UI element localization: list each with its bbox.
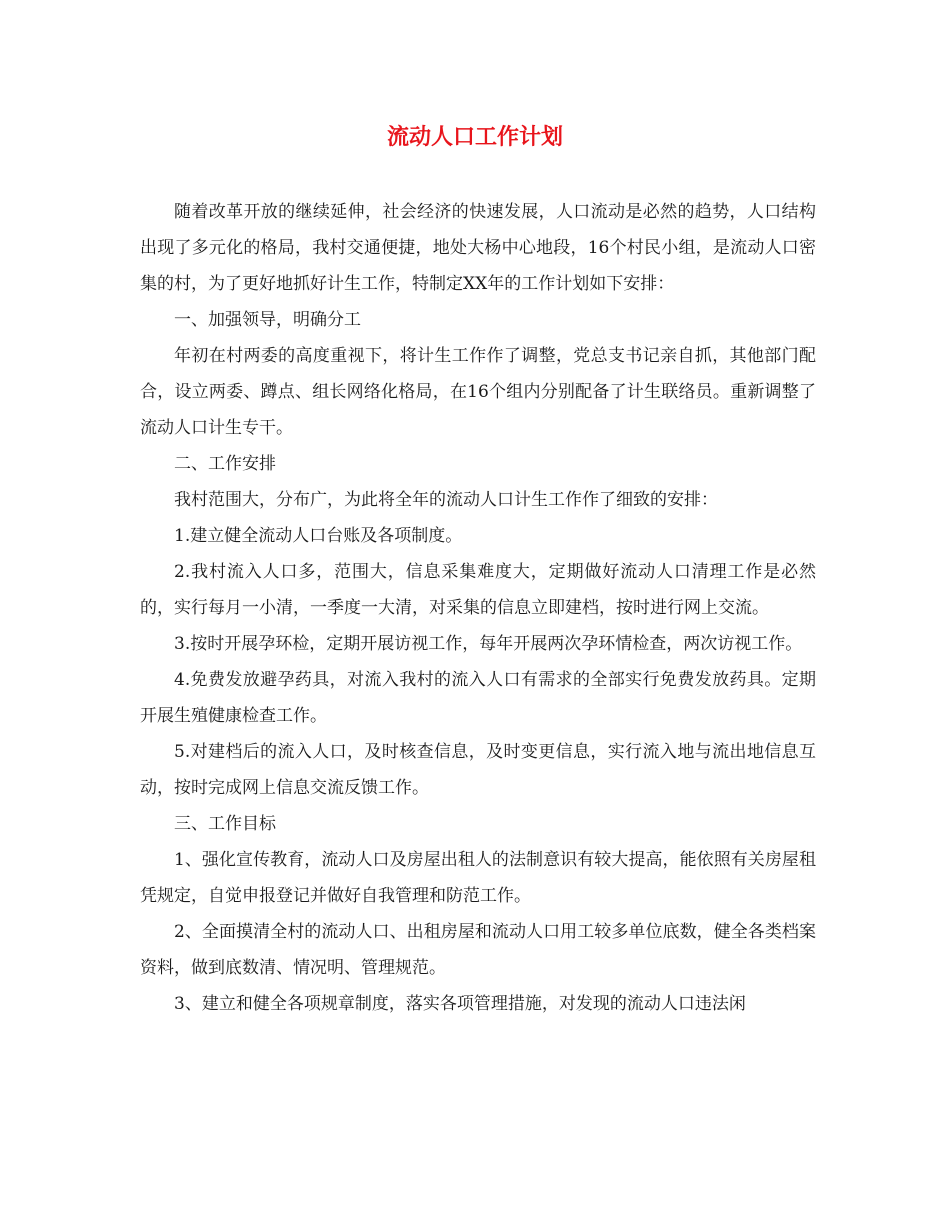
body-paragraph: 年初在村两委的高度重视下，将计生工作作了调整，党总支书记亲自抓，其他部门配合，设立两委、蹲点、组长网络化格局，在16个组内分别配备了计生联络员。重新调整了流动人口计生专干。 — [140, 346, 816, 438]
intro-paragraph: 随着改革开放的继续延伸，社会经济的快速发展，人口流动是必然的趋势，人口结构出现了多元化的格局，我村交通便捷，地处大杨中心地段，16个村民小组，是流动人口密集的村，为了更好地抓好计生工作，特制定XX年的工作计划如下安排： — [140, 202, 816, 294]
goal-item-3: 3、建立和健全各项规章制度，落实各项管理措施，对发现的流动人口违法闲 — [174, 994, 746, 1014]
list-item-3: 3.按时开展孕环检，定期开展访视工作，每年开展两次孕环情检查，两次访视工作。 — [174, 634, 803, 654]
section-heading-1: 一、加强领导，明确分工 — [174, 310, 361, 330]
body-paragraph: 我村范围大，分布广，为此将全年的流动人口计生工作作了细致的安排： — [174, 490, 718, 510]
section-heading-2: 二、工作安排 — [174, 454, 276, 474]
section-heading-3: 三、工作目标 — [174, 814, 276, 834]
list-item-1: 1.建立健全流动人口台账及各项制度。 — [174, 526, 463, 546]
document-title: 流动人口工作计划 — [386, 124, 563, 150]
goal-item-1: 1、强化宣传教育，流动人口及房屋出租人的法制意识有较大提高，能依照有关房屋租凭规定，自觉申报登记并做好自我管理和防范工作。 — [140, 850, 816, 906]
document-body — [140, 194, 816, 1022]
list-item-4: 4.免费发放避孕药具，对流入我村的流入人口有需求的全部实行免费发放药具。定期开展生殖健康检查工作。 — [140, 670, 816, 726]
list-item-2: 2.我村流入人口多，范围大，信息采集难度大，定期做好流动人口清理工作是必然的，实行每月一小清，一季度一大清，对采集的信息立即建档，按时进行网上交流。 — [140, 562, 816, 618]
list-item-5: 5.对建档后的流入人口，及时核查信息，及时变更信息，实行流入地与流出地信息互动，按时完成网上信息交流反馈工作。 — [140, 742, 816, 798]
goal-item-2: 2、全面摸清全村的流动人口、出租房屋和流动人口用工较多单位底数，健全各类档案资料，做到底数清、情况明、管理规范。 — [140, 922, 816, 978]
